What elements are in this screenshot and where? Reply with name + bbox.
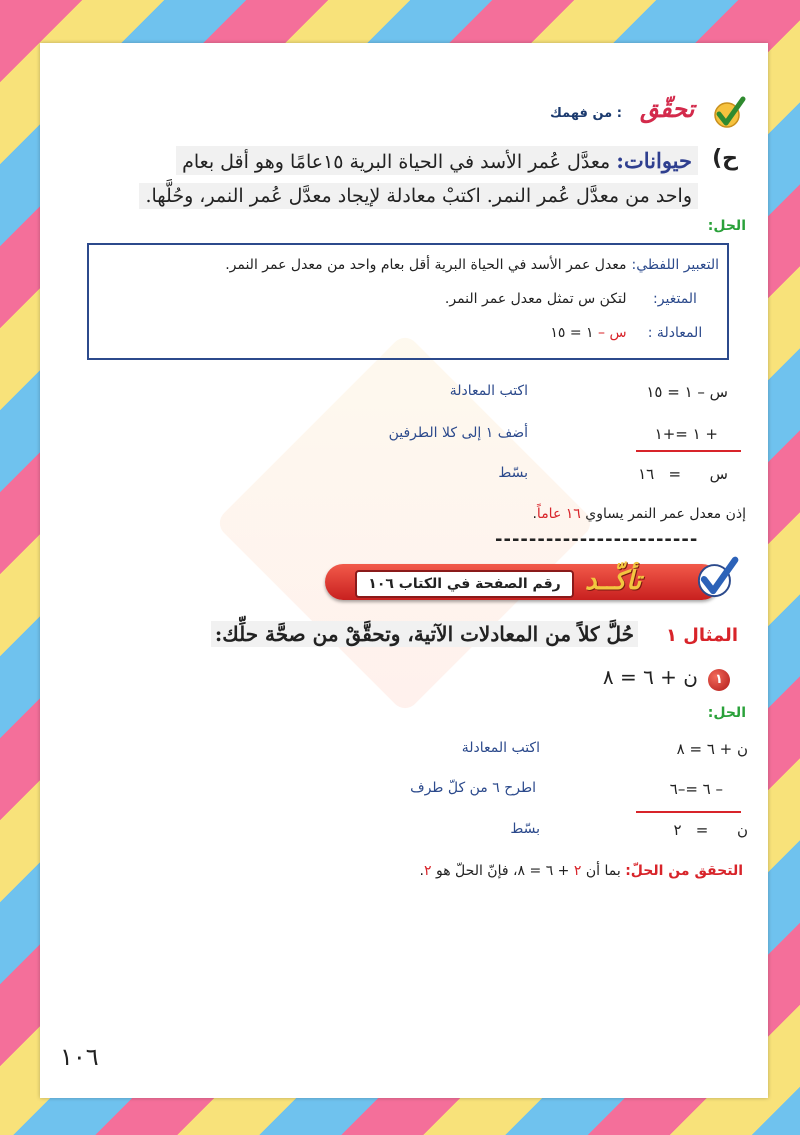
ex-step2-desc: اطرح ٦ من كلّ طرف: [410, 780, 536, 796]
verify-pre: بما أن: [585, 863, 621, 879]
variable-row: [445, 291, 719, 307]
equation-label: المعادلة :: [647, 325, 703, 341]
equation-row: [550, 325, 719, 341]
page-number: ١٠٦: [60, 1043, 99, 1071]
verify-value-1: ٢: [573, 863, 582, 879]
checkmark-icon: [695, 556, 739, 600]
conclusion-prefix: إذن معدل عمر النمر يساوي: [585, 506, 746, 522]
verbal-text: معدل عمر الأسد في الحياة البرية أقل بعام واحد من معدل عمر النمر.: [225, 257, 627, 273]
variable-label: المتغير:: [653, 291, 697, 307]
example-text: حُلَّ كلاً من المعادلات الآتية، وتحقَّقْ من صحَّة حلِّك:: [211, 621, 638, 647]
red-underline: [636, 450, 741, 452]
red-underline-2: [636, 811, 741, 813]
watermark: [214, 332, 596, 714]
question-line-1: [176, 146, 698, 175]
verify-end: .: [419, 863, 424, 879]
banner-word: تأكّــد: [585, 566, 642, 596]
verbal-label: التعبير اللفظي:: [631, 257, 719, 273]
solution-label: الحل:: [707, 218, 746, 234]
question-text-1: معدَّل عُمر الأسد في الحياة البرية ١٥عامًا وهو أقل بعام: [182, 151, 611, 173]
question-topic: حيوانات:: [616, 148, 692, 173]
conclusion-suffix: .: [532, 506, 537, 522]
example-number: ١: [708, 669, 730, 691]
checkmark-icon: [712, 96, 746, 130]
verify-value-2: ٢: [424, 863, 432, 879]
variable-text: لتكن س تمثل معدل عمر النمر.: [444, 291, 627, 307]
question-line-2: واحد من معدَّل عُمر النمر. اكتبْ معادلة لإيجاد معدَّل عُمر النمر، وحُلَّها.: [139, 183, 698, 209]
section-title: تحقّق: [640, 95, 695, 123]
step1-eq: س – ١ = ١٥: [646, 383, 728, 401]
step2-desc: أضف ١ إلى كلا الطرفين: [388, 425, 528, 441]
verbal-row: [225, 257, 719, 273]
page-sheet: [40, 43, 768, 1098]
step1-desc: اكتب المعادلة: [449, 383, 528, 399]
example-label: المثال ١: [666, 625, 738, 646]
step3-eq: س = ١٦: [638, 465, 728, 483]
solution-label-2: الحل:: [707, 705, 746, 721]
verification: [420, 863, 743, 879]
equation-rest: ١ = ١٥: [550, 325, 594, 341]
ex-step3-eq: ن = ٢: [673, 821, 748, 839]
verify-mid: + ٦ = ٨، فإنّ الحلّ هو: [435, 863, 570, 879]
ex-step1-eq: ن + ٦ = ٨: [676, 740, 748, 758]
verify-label: التحقق من الحلّ:: [625, 863, 743, 879]
equation-variable: س –: [598, 325, 627, 341]
step3-desc: بسّط: [498, 465, 528, 481]
translation-box: [87, 243, 729, 360]
conclusion: [532, 506, 746, 522]
conclusion-value: ١٦ عاماً: [536, 506, 581, 522]
example-equation: ن + ٦ = ٨: [602, 665, 698, 689]
step2-eq: + ١ =+١: [654, 425, 718, 443]
banner-text: رقم الصفحة في الكتاب ١٠٦: [355, 570, 574, 598]
question-letter: ح): [712, 146, 738, 171]
ex-step3-desc: بسّط: [510, 821, 540, 837]
ex-step2-eq: – ٦ =–٦: [669, 780, 723, 798]
section-subtitle: من فهمك :: [550, 106, 622, 121]
ex-step1-desc: اكتب المعادلة: [461, 740, 540, 756]
divider: ------------------------: [495, 529, 699, 550]
